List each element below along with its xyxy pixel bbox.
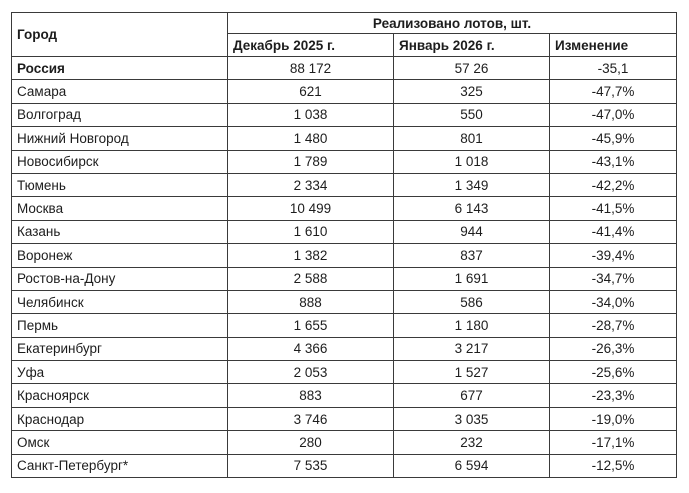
jan-value-cell: 1 349 [394, 173, 550, 196]
dec-value-cell: 2 588 [228, 267, 394, 290]
jan-value-cell: 57 26 [394, 57, 550, 80]
dec-value-cell: 1 480 [228, 127, 394, 150]
dec-value-cell: 883 [228, 384, 394, 407]
dec-value-cell: 7 535 [228, 454, 394, 477]
dec-value-cell: 2 053 [228, 361, 394, 384]
dec-value-cell: 10 499 [228, 197, 394, 220]
table-row [12, 127, 677, 150]
jan-value-cell: 837 [394, 244, 550, 267]
table-row [12, 197, 677, 220]
dec-value-cell: 1 655 [228, 314, 394, 337]
table-row [12, 454, 677, 477]
change-value-cell: -26,3% [550, 337, 677, 360]
jan-value-cell: 232 [394, 431, 550, 454]
change-value-cell: -12,5% [550, 454, 677, 477]
change-value-cell: -28,7% [550, 314, 677, 337]
table-row [12, 57, 677, 80]
jan-value-cell: 6 594 [394, 454, 550, 477]
change-value-cell: -47,7% [550, 80, 677, 103]
column-header-december-2025: Декабрь 2025 г. [228, 34, 394, 57]
table-row [12, 220, 677, 243]
dec-value-cell: 888 [228, 290, 394, 313]
column-header-city: Город [12, 13, 228, 57]
change-value-cell: -23,3% [550, 384, 677, 407]
change-value-cell: -39,4% [550, 244, 677, 267]
change-value-cell: -42,2% [550, 173, 677, 196]
city-cell: Екатеринбург [12, 337, 228, 360]
dec-value-cell: 4 366 [228, 337, 394, 360]
jan-value-cell: 3 217 [394, 337, 550, 360]
table-row [12, 384, 677, 407]
column-header-change: Изменение [550, 34, 677, 57]
change-value-cell: -25,6% [550, 361, 677, 384]
jan-value-cell: 3 035 [394, 407, 550, 430]
city-cell: Новосибирск [12, 150, 228, 173]
jan-value-cell: 1 180 [394, 314, 550, 337]
column-header-january-2026: Январь 2026 г. [394, 34, 550, 57]
header-group-row [12, 13, 677, 34]
change-value-cell: -34,7% [550, 267, 677, 290]
table-row [12, 267, 677, 290]
dec-value-cell: 1 382 [228, 244, 394, 267]
table-row [12, 337, 677, 360]
jan-value-cell: 944 [394, 220, 550, 243]
dec-value-cell: 1 038 [228, 103, 394, 126]
table-row [12, 173, 677, 196]
city-cell: Челябинск [12, 290, 228, 313]
sales-table-container [11, 12, 677, 478]
city-cell: Россия [12, 57, 228, 80]
city-cell: Пермь [12, 314, 228, 337]
table-row [12, 103, 677, 126]
city-cell: Краснодар [12, 407, 228, 430]
dec-value-cell: 1 610 [228, 220, 394, 243]
city-cell: Самара [12, 80, 228, 103]
city-cell: Тюмень [12, 173, 228, 196]
dec-value-cell: 3 746 [228, 407, 394, 430]
city-cell: Москва [12, 197, 228, 220]
jan-value-cell: 1 527 [394, 361, 550, 384]
table-row [12, 80, 677, 103]
column-group-header-sold-lots: Реализовано лотов, шт. [228, 13, 677, 34]
change-value-cell: -41,4% [550, 220, 677, 243]
city-cell: Воронеж [12, 244, 228, 267]
jan-value-cell: 6 143 [394, 197, 550, 220]
change-value-cell: -41,5% [550, 197, 677, 220]
table-row [12, 361, 677, 384]
jan-value-cell: 677 [394, 384, 550, 407]
change-value-cell: -17,1% [550, 431, 677, 454]
change-value-cell: -35,1 [550, 57, 677, 80]
change-value-cell: -47,0% [550, 103, 677, 126]
city-cell: Казань [12, 220, 228, 243]
change-value-cell: -34,0% [550, 290, 677, 313]
table-row [12, 314, 677, 337]
dec-value-cell: 2 334 [228, 173, 394, 196]
jan-value-cell: 325 [394, 80, 550, 103]
table-row [12, 290, 677, 313]
city-cell: Санкт-Петербург* [12, 454, 228, 477]
jan-value-cell: 801 [394, 127, 550, 150]
table-row [12, 244, 677, 267]
table-row [12, 431, 677, 454]
change-value-cell: -43,1% [550, 150, 677, 173]
sold-lots-table [11, 12, 677, 478]
jan-value-cell: 1 018 [394, 150, 550, 173]
jan-value-cell: 550 [394, 103, 550, 126]
city-cell: Волгоград [12, 103, 228, 126]
change-value-cell: -19,0% [550, 407, 677, 430]
table-body [12, 57, 677, 478]
dec-value-cell: 88 172 [228, 57, 394, 80]
city-cell: Нижний Новгород [12, 127, 228, 150]
change-value-cell: -45,9% [550, 127, 677, 150]
jan-value-cell: 586 [394, 290, 550, 313]
city-cell: Уфа [12, 361, 228, 384]
table-header [12, 13, 677, 57]
city-cell: Красноярск [12, 384, 228, 407]
table-row [12, 150, 677, 173]
table-row [12, 407, 677, 430]
dec-value-cell: 1 789 [228, 150, 394, 173]
dec-value-cell: 280 [228, 431, 394, 454]
jan-value-cell: 1 691 [394, 267, 550, 290]
city-cell: Ростов-на-Дону [12, 267, 228, 290]
city-cell: Омск [12, 431, 228, 454]
dec-value-cell: 621 [228, 80, 394, 103]
